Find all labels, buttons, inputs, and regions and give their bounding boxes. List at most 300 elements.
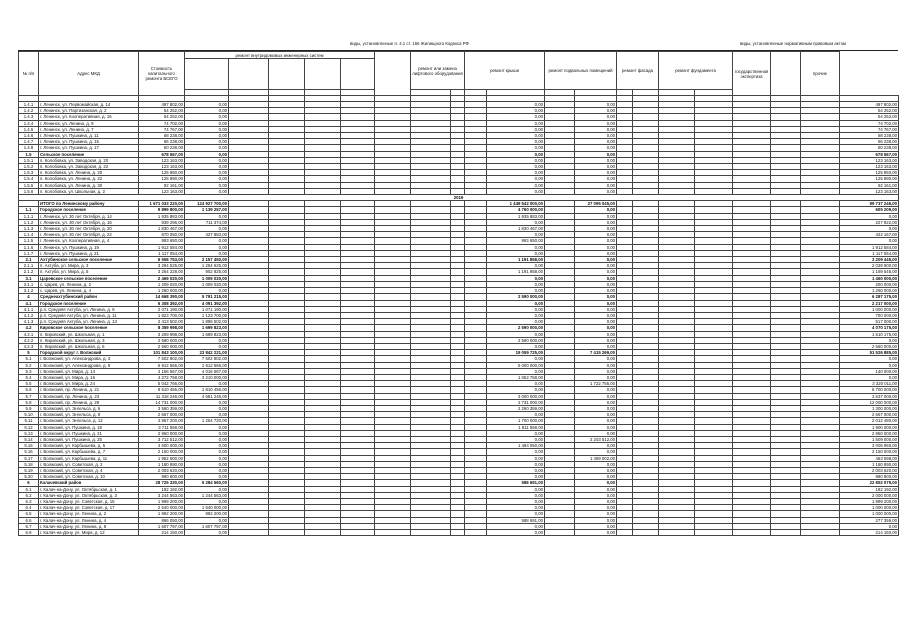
row-amount: 990 800,00 <box>139 474 185 480</box>
row-amount: 1 180 890,00 <box>840 461 899 467</box>
row-amount: 1 900 000,00 <box>840 424 899 430</box>
row-amount: 0,00 <box>575 430 617 436</box>
row-amount: 0,00 <box>575 399 617 405</box>
row-address: г. Калач-на-Дону, ул. Ленина, д. 4 <box>39 517 139 523</box>
capital-repair-table-sheet <box>18 50 898 536</box>
row-amount: 14 668 390,00 <box>139 294 185 300</box>
row-amount: 0,00 <box>185 405 229 411</box>
row-address: г. Ленинск, ул. 30 лет Октября, д. 20 <box>39 226 139 232</box>
row-number: 5.14 <box>19 436 39 442</box>
row-amount: 0,00 <box>575 443 617 449</box>
row-amount: 0,00 <box>575 319 617 325</box>
row-amount: 0,00 <box>185 238 229 244</box>
row-amount: 0,00 <box>840 362 899 368</box>
row-amount: 1 449 542 000,00 <box>487 201 545 207</box>
row-number: 5.20 <box>19 474 39 480</box>
row-amount: 0,00 <box>487 157 545 163</box>
row-amount: 1 000 000,00 <box>840 511 899 517</box>
row-amount: 1 823 700,00 <box>139 312 185 318</box>
row-address: г. Волжский, ул. Карбышева, д. 5 <box>39 443 139 449</box>
row-address: г. Калач-на-Дону, ул. Октябрьская, д. 3 <box>39 492 139 498</box>
row-number: 4.1.1 <box>19 306 39 312</box>
row-amount: 1 244 563,00 <box>185 492 229 498</box>
row-address: г. Волжский, ул. Пушкина, д. 25 <box>39 436 139 442</box>
row-amount: 12 000 000,00 <box>840 399 899 405</box>
row-amount: 0,00 <box>185 164 229 170</box>
row-amount: 1 180 890,00 <box>139 461 185 467</box>
row-amount: 0,00 <box>575 226 617 232</box>
row-number: 6.4 <box>19 505 39 511</box>
row-number: 5.10 <box>19 412 39 418</box>
row-amount: 0,00 <box>185 176 229 182</box>
row-amount: 0,00 <box>185 486 229 492</box>
row-address: г. Ленинск, ул. 30 лет Октября, д. 22 <box>39 232 139 238</box>
row-address: г. Ленинск, ул. Пушкина, д. 21 <box>39 250 139 256</box>
row-number: 1.4.3 <box>19 114 39 120</box>
row-amount: 123 163,00 <box>139 157 185 163</box>
row-amount: 2 731 000,00 <box>487 399 545 405</box>
row-amount: 1 722 755,00 <box>575 381 617 387</box>
row-address: г. Ленинск, ул. Пушкина, д. 19 <box>39 244 139 250</box>
row-amount: 0,00 <box>575 331 617 337</box>
row-amount: 0,00 <box>575 102 617 108</box>
row-amount: 5 284 560,00 <box>185 480 229 486</box>
row-amount: 0,00 <box>185 424 229 430</box>
row-amount: 0,00 <box>185 182 229 188</box>
row-amount: 14 731 000,00 <box>139 399 185 405</box>
row-amount: 227 922,00 <box>840 219 899 225</box>
row-amount: 0,00 <box>487 368 545 374</box>
row-amount: 0,00 <box>575 244 617 250</box>
col-other-header: прочие <box>801 52 840 96</box>
row-number: 5.7 <box>19 393 39 399</box>
col-lift-header: ремонт или замена лифтового оборудования <box>411 52 465 90</box>
row-amount: 2 003 620,00 <box>139 467 185 473</box>
row-amount: 125 890,00 <box>840 176 899 182</box>
row-number: 6.7 <box>19 523 39 529</box>
row-amount: 0,00 <box>487 126 545 132</box>
row-address: п. Колобовка, ул. Заводская, д. 20 <box>39 157 139 163</box>
row-amount: 74 702,00 <box>840 120 899 126</box>
row-address: п. Кировский, ул. Школьная, д. 3 <box>39 337 139 343</box>
row-amount: 66 238,00 <box>139 139 185 145</box>
row-amount: 0,00 <box>487 120 545 126</box>
row-amount: 2 469 020,00 <box>139 275 185 281</box>
row-amount: 3 264 228,00 <box>139 269 185 275</box>
row-amount: 0,00 <box>575 275 617 281</box>
row-address: г. Калач-на-Дону, ул. Ленина, д. 8 <box>39 523 139 529</box>
row-amount: 92 161,00 <box>840 182 899 188</box>
row-amount: 0,00 <box>185 449 229 455</box>
row-amount: 0,00 <box>487 275 545 281</box>
row-amount: 0,00 <box>487 492 545 498</box>
row-amount: 7 415 269,00 <box>575 350 617 356</box>
row-amount: 2 150 000,00 <box>139 449 185 455</box>
row-number: 4.1 <box>19 300 39 306</box>
row-amount: 101 843 100,00 <box>139 350 185 356</box>
row-amount: 0,00 <box>487 306 545 312</box>
row-address: г. Волжский, ул. Пушкина, д. 21 <box>39 430 139 436</box>
row-amount: 2 003 620,00 <box>840 467 899 473</box>
row-number: 1.4.8 <box>19 145 39 151</box>
row-amount: 0,00 <box>185 399 229 405</box>
row-amount: 0,00 <box>575 257 617 263</box>
row-amount: 68 238,00 <box>840 133 899 139</box>
row-amount: 1 671 033 220,00 <box>139 201 185 207</box>
col-internal-header: ремонт внутридомовых инженерных систем <box>185 52 375 59</box>
row-number: 1.1.6 <box>19 244 39 250</box>
row-amount: 0,00 <box>575 393 617 399</box>
row-number: 6.2 <box>19 492 39 498</box>
row-amount: 2 590 000,00 <box>487 294 545 300</box>
row-amount: 0,00 <box>487 176 545 182</box>
row-number: 5.1 <box>19 356 39 362</box>
row-number: 6.6 <box>19 517 39 523</box>
row-amount: 1 009 020,00 <box>185 275 229 281</box>
row-amount: 1 009 020,00 <box>185 281 229 287</box>
row-amount: 4 016 567,00 <box>185 368 229 374</box>
row-amount: 0,00 <box>575 486 617 492</box>
row-amount: 0,00 <box>487 114 545 120</box>
row-amount: 2 157 450,00 <box>185 257 229 263</box>
row-amount: 1 000 000,00 <box>840 306 899 312</box>
row-number: 1.1.2 <box>19 219 39 225</box>
row-amount: 51 526 885,00 <box>840 350 899 356</box>
row-amount: 277 359,00 <box>840 517 899 523</box>
caption-normative: виды, установленные нормативным правовым актом <box>740 41 846 46</box>
row-number: 3.1.1 <box>19 281 39 287</box>
row-number: 6.8 <box>19 530 39 536</box>
row-amount: 0,00 <box>185 145 229 151</box>
row-amount: 23 842 221,00 <box>185 350 229 356</box>
row-amount: 0,00 <box>185 381 229 387</box>
row-amount: 588 691,00 <box>487 480 545 486</box>
row-amount: 0,00 <box>575 424 617 430</box>
row-amount: 6 308 392,00 <box>139 300 185 306</box>
row-amount: 0,00 <box>487 281 545 287</box>
row-number: 6.5 <box>19 511 39 517</box>
row-amount: 1 494 050,00 <box>487 443 545 449</box>
row-amount: 0,00 <box>840 226 899 232</box>
row-amount: 2 540 000,00 <box>139 505 185 511</box>
row-amount: 0,00 <box>575 405 617 411</box>
row-amount: 125 850,00 <box>840 170 899 176</box>
row-amount: 1 123 700,00 <box>185 312 229 318</box>
row-amount: 1 460 000,00 <box>840 275 899 281</box>
row-amount: 0,00 <box>185 170 229 176</box>
row-amount: 0,00 <box>185 288 229 294</box>
row-amount: 0,00 <box>575 343 617 349</box>
row-amount: 2 590 000,00 <box>487 325 545 331</box>
row-amount: 3 005 950,00 <box>840 443 899 449</box>
row-amount: 0,00 <box>185 343 229 349</box>
row-amount: 0,00 <box>575 387 617 393</box>
row-amount: 0,00 <box>487 288 545 294</box>
col-address-header: Адрес МКД <box>39 52 139 96</box>
row-amount: 0,00 <box>575 182 617 188</box>
row-address: с. Царев, ул. Ленина, д. 2 <box>39 281 139 287</box>
row-amount: 5 000 000,00 <box>487 362 545 368</box>
row-amount: 0,00 <box>575 250 617 256</box>
row-amount: 3 209 998,00 <box>139 331 185 337</box>
row-amount: 1 254 625,00 <box>185 263 229 269</box>
row-amount: 124 927 700,00 <box>185 201 229 207</box>
row-address: г. Калач-на-Дону, ул. Октябрьская, д. 1 <box>39 486 139 492</box>
row-amount: 6 558 753,00 <box>139 257 185 263</box>
row-amount: 0,00 <box>575 418 617 424</box>
row-number: 1.5.6 <box>19 188 39 194</box>
row-address: г. Калач-на-Дону, ул. Мира, д. 12 <box>39 530 139 536</box>
row-number: 5.9 <box>19 405 39 411</box>
row-number: 4 <box>19 294 39 300</box>
row-amount: 7 502 802,00 <box>185 356 229 362</box>
row-amount: 993 650,00 <box>139 238 185 244</box>
row-amount: 1 699 823,00 <box>185 331 229 337</box>
row-number: 1.5.4 <box>19 176 39 182</box>
row-number: 5.15 <box>19 443 39 449</box>
row-number: 5.18 <box>19 461 39 467</box>
row-amount: 0,00 <box>840 356 899 362</box>
row-address: Среднеахтубинский район <box>39 294 139 300</box>
col-energy-header: государственная экспертиза <box>733 52 771 96</box>
row-amount: 0,00 <box>575 461 617 467</box>
row-number: 5.16 <box>19 449 39 455</box>
row-amount: 0,00 <box>487 164 545 170</box>
row-amount: 1 000 000,00 <box>840 505 899 511</box>
row-amount: 939 296,00 <box>139 219 185 225</box>
row-amount: 140 000,00 <box>840 368 899 374</box>
row-amount: 60 238,00 <box>840 145 899 151</box>
row-amount: 0,00 <box>575 114 617 120</box>
row-amount: 892 200,00 <box>185 511 229 517</box>
row-amount: 0,00 <box>575 300 617 306</box>
row-number: 5.19 <box>19 467 39 473</box>
row-address: с. Царев, ул. Ленина, д. 4 <box>39 288 139 294</box>
row-amount: 0,00 <box>575 108 617 114</box>
capital-repair-table <box>18 51 899 536</box>
row-amount: 1 139 257,00 <box>185 207 229 213</box>
row-address: р.п. Средняя Ахтуба, ул. Ленина, д. 9 <box>39 306 139 312</box>
row-amount: 678 567,00 <box>840 151 899 157</box>
row-amount: 3 711 558,00 <box>139 424 185 430</box>
row-number: 4.1.3 <box>19 319 39 325</box>
row-amount: 68 238,00 <box>139 133 185 139</box>
row-amount: 0,00 <box>575 412 617 418</box>
row-amount: 0,00 <box>575 145 617 151</box>
row-address: г. Калач-на-Дону, ул. Советская, д. 15 <box>39 499 139 505</box>
row-amount: 0,00 <box>487 530 545 536</box>
row-address: г. Ленинск, ул. Кооперативная, д. 16 <box>39 114 139 120</box>
row-amount: 0,00 <box>185 461 229 467</box>
row-address: ИТОГО по Ленинскому району <box>39 201 139 207</box>
row-amount: 1 892 200,00 <box>139 511 185 517</box>
row-amount: 28 725 330,00 <box>139 480 185 486</box>
row-amount: 200 000,00 <box>840 281 899 287</box>
row-number: 4.2.3 <box>19 343 39 349</box>
row-number: 1.5.3 <box>19 170 39 176</box>
row-amount: 0,00 <box>185 474 229 480</box>
row-amount: 123 163,00 <box>840 157 899 163</box>
row-amount: 2 012 480,00 <box>840 418 899 424</box>
row-amount: 0,00 <box>487 474 545 480</box>
row-amount: 2 260 359,00 <box>487 405 545 411</box>
row-amount: 870 050,00 <box>139 232 185 238</box>
row-amount: 0,00 <box>487 331 545 337</box>
row-amount: 2 150 000,00 <box>840 449 899 455</box>
row-address: Царевское сельское поселение <box>39 275 139 281</box>
row-amount: 0,00 <box>575 306 617 312</box>
row-amount: 4 156 567,00 <box>139 368 185 374</box>
row-amount: 1 896 502,00 <box>185 319 229 325</box>
row-amount: 0,00 <box>487 151 545 157</box>
caption-legal: виды, установленные п. 4.1 ст. 166 Жилищного Кодекса РФ <box>350 41 469 46</box>
col-roof-header: ремонт крыши <box>465 52 545 90</box>
row-amount: 1 260 000,00 <box>139 288 185 294</box>
row-amount: 1 254 720,00 <box>185 418 229 424</box>
row-amount: 2 590 000,00 <box>487 337 545 343</box>
row-amount: 182 192,00 <box>139 486 185 492</box>
row-amount: 2 950 000,00 <box>840 430 899 436</box>
row-amount: 1 117 054,00 <box>840 250 899 256</box>
row-amount: 0,00 <box>185 139 229 145</box>
row-number: 1.4.2 <box>19 108 39 114</box>
row-address: Городское поселение <box>39 300 139 306</box>
row-amount: 1 260 000,00 <box>840 288 899 294</box>
row-number: 5.3 <box>19 368 39 374</box>
row-amount: 1 952 600,00 <box>139 455 185 461</box>
row-number: 1.1.7 <box>19 250 39 256</box>
row-amount: 0,00 <box>487 219 545 225</box>
row-amount: 1 191 858,00 <box>487 257 545 263</box>
row-amount: 0,00 <box>487 356 545 362</box>
row-number: 2.1.2 <box>19 269 39 275</box>
row-amount: 3 209 445,00 <box>840 257 899 263</box>
row-amount: 0,00 <box>487 232 545 238</box>
row-address: п. Колобовка, ул. Ленина, д. 30 <box>39 182 139 188</box>
row-amount: 6 287 175,00 <box>840 294 899 300</box>
row-amount: 1 912 584,00 <box>840 244 899 250</box>
row-amount: 0,00 <box>575 288 617 294</box>
row-amount: 11 318 246,00 <box>139 393 185 399</box>
row-address: п. Колобовка, ул. Ленина, д. 20 <box>39 170 139 176</box>
row-address: г. Волжский, ул. Александрова, д. 3 <box>39 356 139 362</box>
row-amount: 0,00 <box>575 269 617 275</box>
row-amount: 1 935 883,00 <box>139 213 185 219</box>
row-amount: 0,00 <box>185 467 229 473</box>
row-address: г. Волжский, пр. Ленина, д. 21 <box>39 387 139 393</box>
row-amount: 5 791 215,00 <box>185 294 229 300</box>
row-amount: 27 095 045,00 <box>575 201 617 207</box>
row-address: р.п. Средняя Ахтуба, ул. Ленина, д. 13 <box>39 319 139 325</box>
row-amount: 0,00 <box>185 108 229 114</box>
row-amount: 1 607 797,00 <box>139 523 185 529</box>
row-amount: 0,00 <box>575 126 617 132</box>
row-address: г. Волжский, ул. Энгельса, д. 12 <box>39 418 139 424</box>
row-number: 5 <box>19 350 39 356</box>
row-amount: 0,00 <box>487 108 545 114</box>
row-amount: 0,00 <box>575 499 617 505</box>
row-amount: 54 252,00 <box>139 114 185 120</box>
row-address: Сельское поселение <box>39 151 139 157</box>
row-amount: 0,00 <box>575 133 617 139</box>
row-amount: 2 590 000,00 <box>139 337 185 343</box>
row-amount: 1 117 054,00 <box>139 250 185 256</box>
row-address: г. Ленинск, ул. 30 лет Октября, д. 14 <box>39 213 139 219</box>
row-amount: 8 359 998,00 <box>139 325 185 331</box>
row-amount: 0,00 <box>575 325 617 331</box>
row-amount: 182 192,00 <box>840 486 899 492</box>
row-amount: 2 667 000,00 <box>840 412 899 418</box>
row-amount: 0,00 <box>487 145 545 151</box>
row-amount: 0,00 <box>575 368 617 374</box>
row-amount: 2 071 190,00 <box>139 306 185 312</box>
row-number: 1.5 <box>19 151 39 157</box>
row-address: п. Колобовка, ул. Заводская, д. 22 <box>39 164 139 170</box>
row-amount: 3 244 563,00 <box>139 492 185 498</box>
row-address: г. Ленинск, ул. Первомайская, д. 14 <box>39 102 139 108</box>
row-amount: 4 500 000,00 <box>139 443 185 449</box>
row-address: г. Калач-на-Дону, ул. Советская, д. 17 <box>39 505 139 511</box>
row-amount: 0,00 <box>185 412 229 418</box>
row-amount: 0,00 <box>840 374 899 380</box>
row-amount: 0,00 <box>575 362 617 368</box>
row-amount: 0,00 <box>487 467 545 473</box>
row-number: 6.1 <box>19 486 39 492</box>
row-amount: 902 825,00 <box>185 269 229 275</box>
row-amount: 0,00 <box>487 499 545 505</box>
row-amount: 2 217 000,00 <box>840 300 899 306</box>
row-amount: 0,00 <box>487 133 545 139</box>
row-amount: 0,00 <box>487 170 545 176</box>
row-amount: 3 294 525,00 <box>139 263 185 269</box>
row-number: 5.8 <box>19 399 39 405</box>
row-amount: 0,00 <box>487 381 545 387</box>
row-amount: 2 000 000,00 <box>840 492 899 498</box>
row-number: 5.17 <box>19 455 39 461</box>
row-address: г. Волжский, ул. Мира, д. 16 <box>39 374 139 380</box>
row-amount: 0,00 <box>575 232 617 238</box>
row-address: г. Волжский, ул. Энгельса, д. 8 <box>39 412 139 418</box>
col-facade-header: ремонт фасада <box>617 52 659 90</box>
row-amount: 2 560 000,00 <box>139 343 185 349</box>
row-address: г. Волжский, ул. Советская, д. 10 <box>39 474 139 480</box>
table-row <box>19 530 899 536</box>
row-amount: 2 950 000,00 <box>139 430 185 436</box>
row-address: г. Волжский, ул. Александрова, д. 5 <box>39 362 139 368</box>
row-amount: 0,00 <box>185 455 229 461</box>
row-number: 1.4.4 <box>19 120 39 126</box>
row-address: г. Волжский, ул. Энгельса, д. 6 <box>39 405 139 411</box>
row-amount: 0,00 <box>487 486 545 492</box>
row-number: 1.4.5 <box>19 126 39 132</box>
year-label: 2019 <box>19 195 899 201</box>
row-amount: 711 374,00 <box>185 219 229 225</box>
row-address: Кировское сельское поселение <box>39 325 139 331</box>
col-total-header: Стоимость капитального ремонта ВСЕГО <box>139 52 185 96</box>
row-amount: 0,00 <box>575 492 617 498</box>
row-number: 3.1 <box>19 275 39 281</box>
row-amount: 1 912 566,00 <box>185 362 229 368</box>
col-basement-header: ремонт подвальных помещений <box>545 52 617 90</box>
row-amount: 123 163,00 <box>139 164 185 170</box>
row-amount: 0,00 <box>575 449 617 455</box>
row-amount: 0,00 <box>487 244 545 250</box>
row-number: 1.4.7 <box>19 139 39 145</box>
row-amount: 0,00 <box>487 505 545 511</box>
row-number: 5.2 <box>19 362 39 368</box>
row-amount: 588 691,00 <box>487 517 545 523</box>
row-amount: 0,00 <box>487 182 545 188</box>
